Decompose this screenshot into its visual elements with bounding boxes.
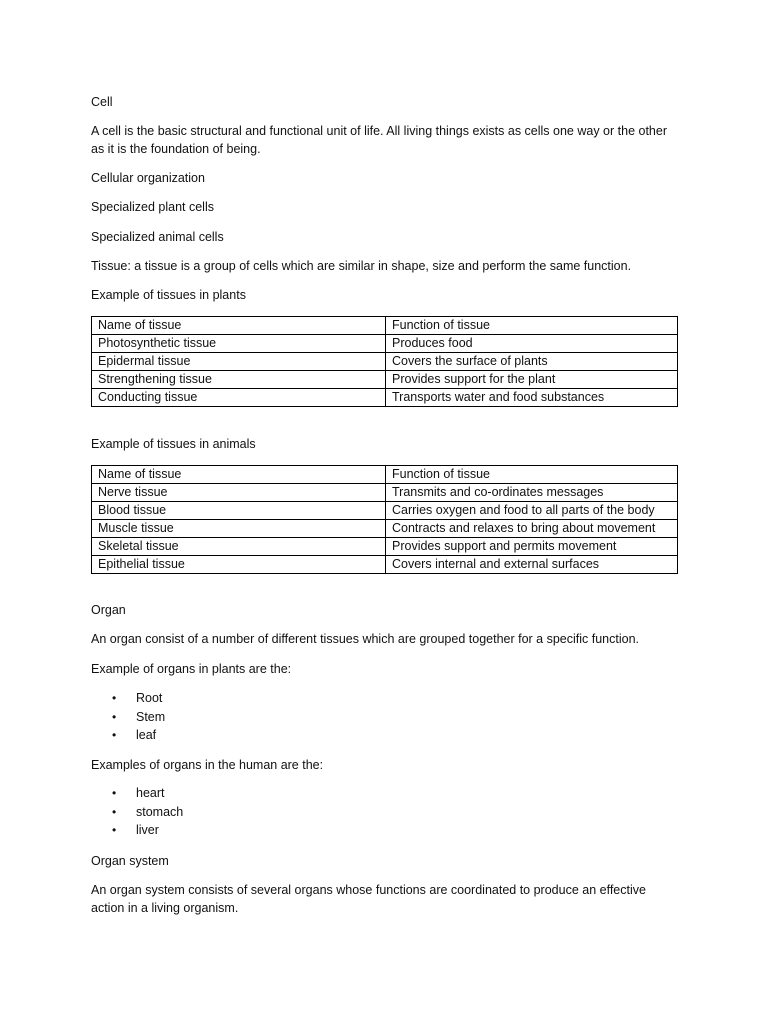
tissue-definition: Tissue: a tissue is a group of cells which are similar in shape, size and perform the same function.	[91, 259, 632, 273]
page-title: Cell	[91, 95, 113, 109]
list-item-label: Root	[136, 691, 163, 705]
heading-specialized-animal-cells: Specialized animal cells	[91, 230, 224, 244]
table-cell: Epithelial tissue	[92, 556, 386, 574]
table-header-cell: Name of tissue	[92, 317, 386, 335]
table-row	[92, 335, 678, 353]
intro-paragraph: A cell is the basic structural and functional unit of life. All living things exists as cells one way or the other as it is the foundation of being.	[91, 124, 667, 156]
heading-organ: Organ	[91, 603, 126, 617]
list-item	[91, 726, 165, 745]
table-cell: Transmits and co-ordinates messages	[386, 484, 678, 502]
list-item-label: heart	[136, 786, 165, 800]
table-cell: Covers internal and external surfaces	[386, 556, 678, 574]
table-cell: Provides support and permits movement	[386, 538, 678, 556]
bullet-icon: •	[112, 691, 117, 705]
organ-definition: An organ consist of a number of different tissues which are grouped together for a specific function.	[91, 632, 639, 646]
list-item	[91, 784, 183, 803]
table-cell: Epidermal tissue	[92, 353, 386, 371]
table-row	[92, 353, 678, 371]
heading-organ-system: Organ system	[91, 854, 169, 868]
table-header-cell: Function of tissue	[386, 317, 678, 335]
table-row	[92, 371, 678, 389]
list-item-label: leaf	[136, 728, 157, 742]
animal-tissues-caption: Example of tissues in animals	[91, 437, 256, 451]
table-row	[92, 520, 678, 538]
human-organs-caption: Examples of organs in the human are the:	[91, 758, 324, 772]
table-row	[92, 389, 678, 407]
plant-organs-caption: Example of organs in plants are the:	[91, 662, 292, 676]
table-cell: Provides support for the plant	[386, 371, 678, 389]
list-item	[91, 821, 183, 840]
list-item	[91, 708, 165, 727]
table-row	[92, 538, 678, 556]
plant-organs-list	[91, 689, 165, 745]
table-cell: Photosynthetic tissue	[92, 335, 386, 353]
table-cell: Produces food	[386, 335, 678, 353]
animal-tissues-table	[91, 465, 678, 574]
table-row	[92, 484, 678, 502]
table-header-row	[92, 317, 678, 335]
list-item-label: liver	[136, 823, 159, 837]
table-cell: Conducting tissue	[92, 389, 386, 407]
table-cell: Covers the surface of plants	[386, 353, 678, 371]
table-cell: Strengthening tissue	[92, 371, 386, 389]
table-cell: Transports water and food substances	[386, 389, 678, 407]
list-item	[91, 689, 165, 708]
human-organs-list	[91, 784, 183, 840]
table-cell: Carries oxygen and food to all parts of the body	[386, 502, 678, 520]
table-header-row	[92, 466, 678, 484]
table-row	[92, 502, 678, 520]
table-cell: Skeletal tissue	[92, 538, 386, 556]
heading-specialized-plant-cells: Specialized plant cells	[91, 200, 214, 214]
bullet-icon: •	[112, 786, 117, 800]
organ-system-definition: An organ system consists of several organs whose functions are coordinated to produce an effective action in a living organism.	[91, 883, 646, 915]
table-cell: Muscle tissue	[92, 520, 386, 538]
table-cell: Nerve tissue	[92, 484, 386, 502]
table-header-cell: Function of tissue	[386, 466, 678, 484]
list-item-label: stomach	[136, 804, 184, 819]
plant-tissues-caption: Example of tissues in plants	[91, 288, 246, 302]
bullet-icon: •	[112, 728, 117, 742]
table-header-cell: Name of tissue	[92, 466, 386, 484]
heading-cellular-organization: Cellular organization	[91, 171, 205, 185]
bullet-icon: •	[112, 804, 117, 819]
list-item	[91, 803, 183, 822]
list-item-label: Stem	[136, 709, 166, 724]
table-row	[92, 556, 678, 574]
plant-tissues-table	[91, 316, 678, 407]
bullet-icon: •	[112, 823, 117, 837]
table-cell: Contracts and relaxes to bring about movement	[386, 520, 678, 538]
table-cell: Blood tissue	[92, 502, 386, 520]
bullet-icon: •	[112, 709, 117, 724]
